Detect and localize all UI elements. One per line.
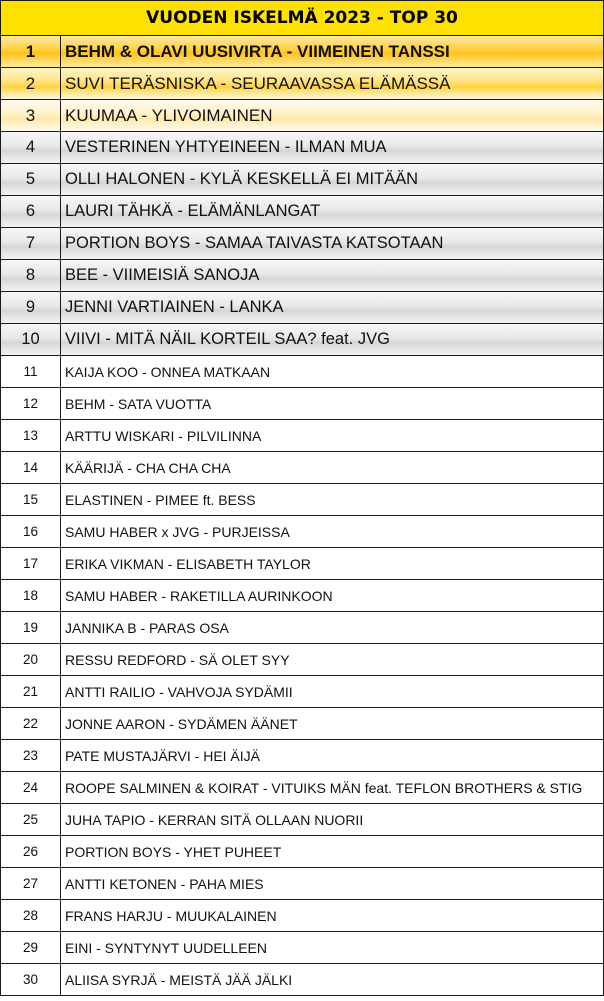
table-row (1, 964, 603, 996)
rank-number: 28 (1, 900, 61, 931)
song-title: EINI - SYNTYNYT UUDELLEEN (65, 939, 268, 956)
song-title: ALIISA SYRJÄ - MEISTÄ JÄÄ JÄLKI (65, 971, 293, 988)
table-row (1, 132, 603, 164)
table-row (1, 740, 603, 772)
table-row (1, 164, 603, 196)
song-title: ANTTI KETONEN - PAHA MIES (65, 875, 264, 892)
song-title: PATE MUSTAJÄRVI - HEI ÄIJÄ (65, 747, 260, 764)
rank-number: 22 (1, 708, 61, 739)
rank-number: 13 (1, 420, 61, 451)
table-row (1, 484, 603, 516)
rank-number: 8 (1, 260, 61, 291)
song-title: SUVI TERÄSNISKA - SEURAAVASSA ELÄMÄSSÄ (65, 73, 451, 93)
table-row (1, 612, 603, 644)
rank-number: 14 (1, 452, 61, 483)
song-title: JENNI VARTIAINEN - LANKA (65, 298, 284, 316)
song-title: PORTION BOYS - SAMAA TAIVASTA KATSOTAAN (65, 234, 444, 252)
rank-number: 27 (1, 868, 61, 899)
rank-number: 23 (1, 740, 61, 771)
song-title: JUHA TAPIO - KERRAN SITÄ OLLAAN NUORII (65, 811, 364, 828)
rank-number: 30 (1, 964, 61, 995)
table-row (1, 452, 603, 484)
table-row (1, 292, 603, 324)
table-row (1, 708, 603, 740)
table-row (1, 388, 603, 420)
song-title: JANNIKA B - PARAS OSA (65, 619, 229, 636)
table-row (1, 644, 603, 676)
rank-number: 5 (1, 164, 61, 195)
rank-number: 12 (1, 388, 61, 419)
table-row (1, 196, 603, 228)
ranking-table (0, 36, 604, 996)
song-title: RESSU REDFORD - SÄ OLET SYY (65, 651, 290, 668)
song-title: SAMU HABER x JVG - PURJEISSA (65, 523, 290, 540)
rank-number: 26 (1, 836, 61, 867)
rank-number: 11 (1, 356, 61, 387)
table-row (1, 420, 603, 452)
song-title: ANTTI RAILIO - VAHVOJA SYDÄMII (65, 683, 293, 700)
page-title: VUODEN ISKELMÄ 2023 - TOP 30 (146, 8, 458, 28)
song-title: OLLI HALONEN - KYLÄ KESKELLÄ EI MITÄÄN (65, 170, 419, 188)
song-title: VIIVI - MITÄ NÄIL KORTEIL SAA? feat. JVG (65, 330, 390, 348)
table-row (1, 100, 603, 132)
song-title: BEHM & OLAVI UUSIVIRTA - VIIMEINEN TANSSI (65, 41, 450, 61)
rank-number: 4 (1, 132, 61, 163)
table-row (1, 324, 603, 356)
rank-number: 19 (1, 612, 61, 643)
rank-number: 2 (1, 68, 61, 99)
song-title: ARTTU WISKARI - PILVILINNA (65, 427, 262, 444)
rank-number: 29 (1, 932, 61, 963)
table-row (1, 228, 603, 260)
table-row (1, 836, 603, 868)
song-title: JONNE AARON - SYDÄMEN ÄÄNET (65, 715, 298, 732)
table-row (1, 260, 603, 292)
table-row (1, 356, 603, 388)
rank-number: 25 (1, 804, 61, 835)
table-row (1, 676, 603, 708)
song-title: KÄÄRIJÄ - CHA CHA CHA (65, 459, 231, 476)
chart-header (0, 0, 604, 36)
rank-number: 10 (1, 324, 61, 355)
rank-number: 17 (1, 548, 61, 579)
table-row (1, 548, 603, 580)
song-title: VESTERINEN YHTYEINEEN - ILMAN MUA (65, 138, 387, 156)
table-row (1, 772, 603, 804)
song-title: ELASTINEN - PIMEE ft. BESS (65, 491, 256, 508)
song-title: BEHM - SATA VUOTTA (65, 395, 212, 412)
table-row (1, 932, 603, 964)
table-row (1, 68, 603, 100)
song-title: BEE - VIIMEISIÄ SANOJA (65, 266, 260, 284)
song-title: KUUMAA - YLIVOIMAINEN (65, 105, 273, 125)
rank-number: 7 (1, 228, 61, 259)
song-title: ROOPE SALMINEN & KOIRAT - VITUIKS MÄN feat. TEFLON BROTHERS & STIG (65, 779, 583, 796)
table-row (1, 804, 603, 836)
table-row (1, 36, 603, 68)
table-row (1, 580, 603, 612)
rank-number: 18 (1, 580, 61, 611)
rank-number: 6 (1, 196, 61, 227)
rank-number: 1 (1, 36, 61, 67)
song-title: SAMU HABER - RAKETILLA AURINKOON (65, 587, 333, 604)
rank-number: 24 (1, 772, 61, 803)
rank-number: 21 (1, 676, 61, 707)
song-title: PORTION BOYS - YHET PUHEET (65, 843, 282, 860)
rank-number: 20 (1, 644, 61, 675)
table-row (1, 900, 603, 932)
song-title: KAIJA KOO - ONNEA MATKAAN (65, 363, 271, 380)
table-row (1, 516, 603, 548)
song-title: ERIKA VIKMAN - ELISABETH TAYLOR (65, 555, 311, 572)
rank-number: 3 (1, 100, 61, 131)
table-row (1, 868, 603, 900)
rank-number: 16 (1, 516, 61, 547)
rank-number: 9 (1, 292, 61, 323)
song-title: FRANS HARJU - MUUKALAINEN (65, 907, 277, 924)
rank-number: 15 (1, 484, 61, 515)
song-title: LAURI TÄHKÄ - ELÄMÄNLANGAT (65, 202, 321, 220)
